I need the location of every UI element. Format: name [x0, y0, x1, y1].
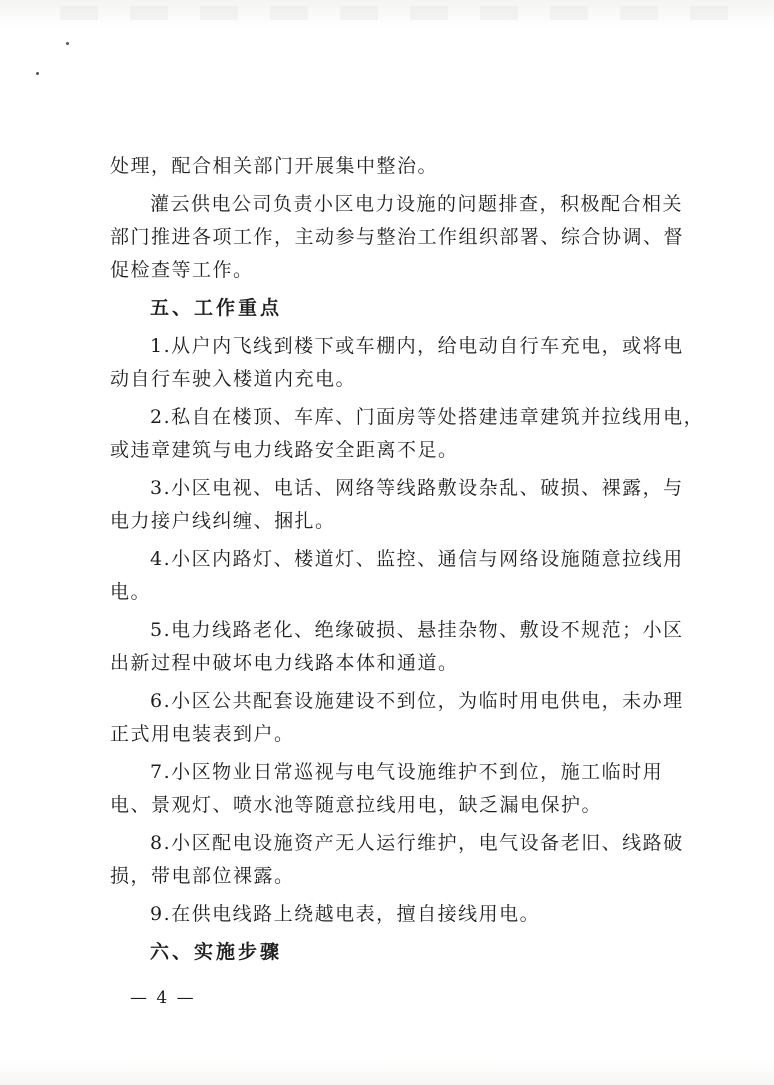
text-line: 3.小区电视、电话、网络等线路敷设杂乱、破损、裸露，与 [150, 477, 684, 499]
document-body [110, 150, 705, 969]
text-line: 损，带电部位裸露。 [110, 865, 295, 887]
text-line: 7.小区物业日常巡视与电气设施维护不到位，施工临时用 [150, 761, 664, 783]
text-line: 正式用电装表到户。 [110, 723, 295, 745]
text-line: 2.私自在楼顶、车库、门面房等处搭建违章建筑并拉线用电， [150, 406, 705, 428]
text-line: 动自行车驶入楼道内充电。 [110, 368, 357, 390]
text-line: 8.小区配电设施资产无人运行维护，电气设备老旧、线路破 [150, 832, 684, 854]
text-line: 6.小区公共配套设施建设不到位，为临时用电供电，未办理 [150, 690, 684, 712]
scan-speck [66, 42, 69, 45]
text-line: 处理，配合相关部门开展集中整治。 [110, 155, 439, 177]
scan-speck [36, 72, 39, 75]
text-line: 电、景观灯、喷水池等随意拉线用电，缺乏漏电保护。 [110, 794, 603, 816]
text-line: 灌云供电公司负责小区电力设施的问题排查，积极配合相关 [150, 193, 684, 215]
section-heading: 五、工作重点 [150, 297, 283, 319]
text-line: 电力接户线纠缠、捆扎。 [110, 510, 336, 532]
text-line: 促检查等工作。 [110, 259, 254, 281]
text-line: 5.电力线路老化、绝缘破损、悬挂杂物、敷设不规范；小区 [150, 619, 684, 641]
page-number: — 4 — [130, 988, 196, 1008]
text-line: 或违章建筑与电力线路安全距离不足。 [110, 439, 459, 461]
text-line: 电。 [110, 581, 152, 603]
section-heading: 六、实施步骤 [150, 941, 283, 963]
text-line: 9.在供电线路上绕越电表，擅自接线用电。 [150, 903, 541, 925]
text-line: 出新过程中破坏电力线路本体和通道。 [110, 652, 459, 674]
text-line: 部门推进各项工作，主动参与整治工作组织部署、综合协调、督 [110, 226, 685, 248]
text-line: 4.小区内路灯、楼道灯、监控、通信与网络设施随意拉线用 [150, 548, 684, 570]
text-line: 1.从户内飞线到楼下或车棚内，给电动自行车充电，或将电 [150, 335, 684, 357]
bleed-through-text [60, 6, 760, 20]
